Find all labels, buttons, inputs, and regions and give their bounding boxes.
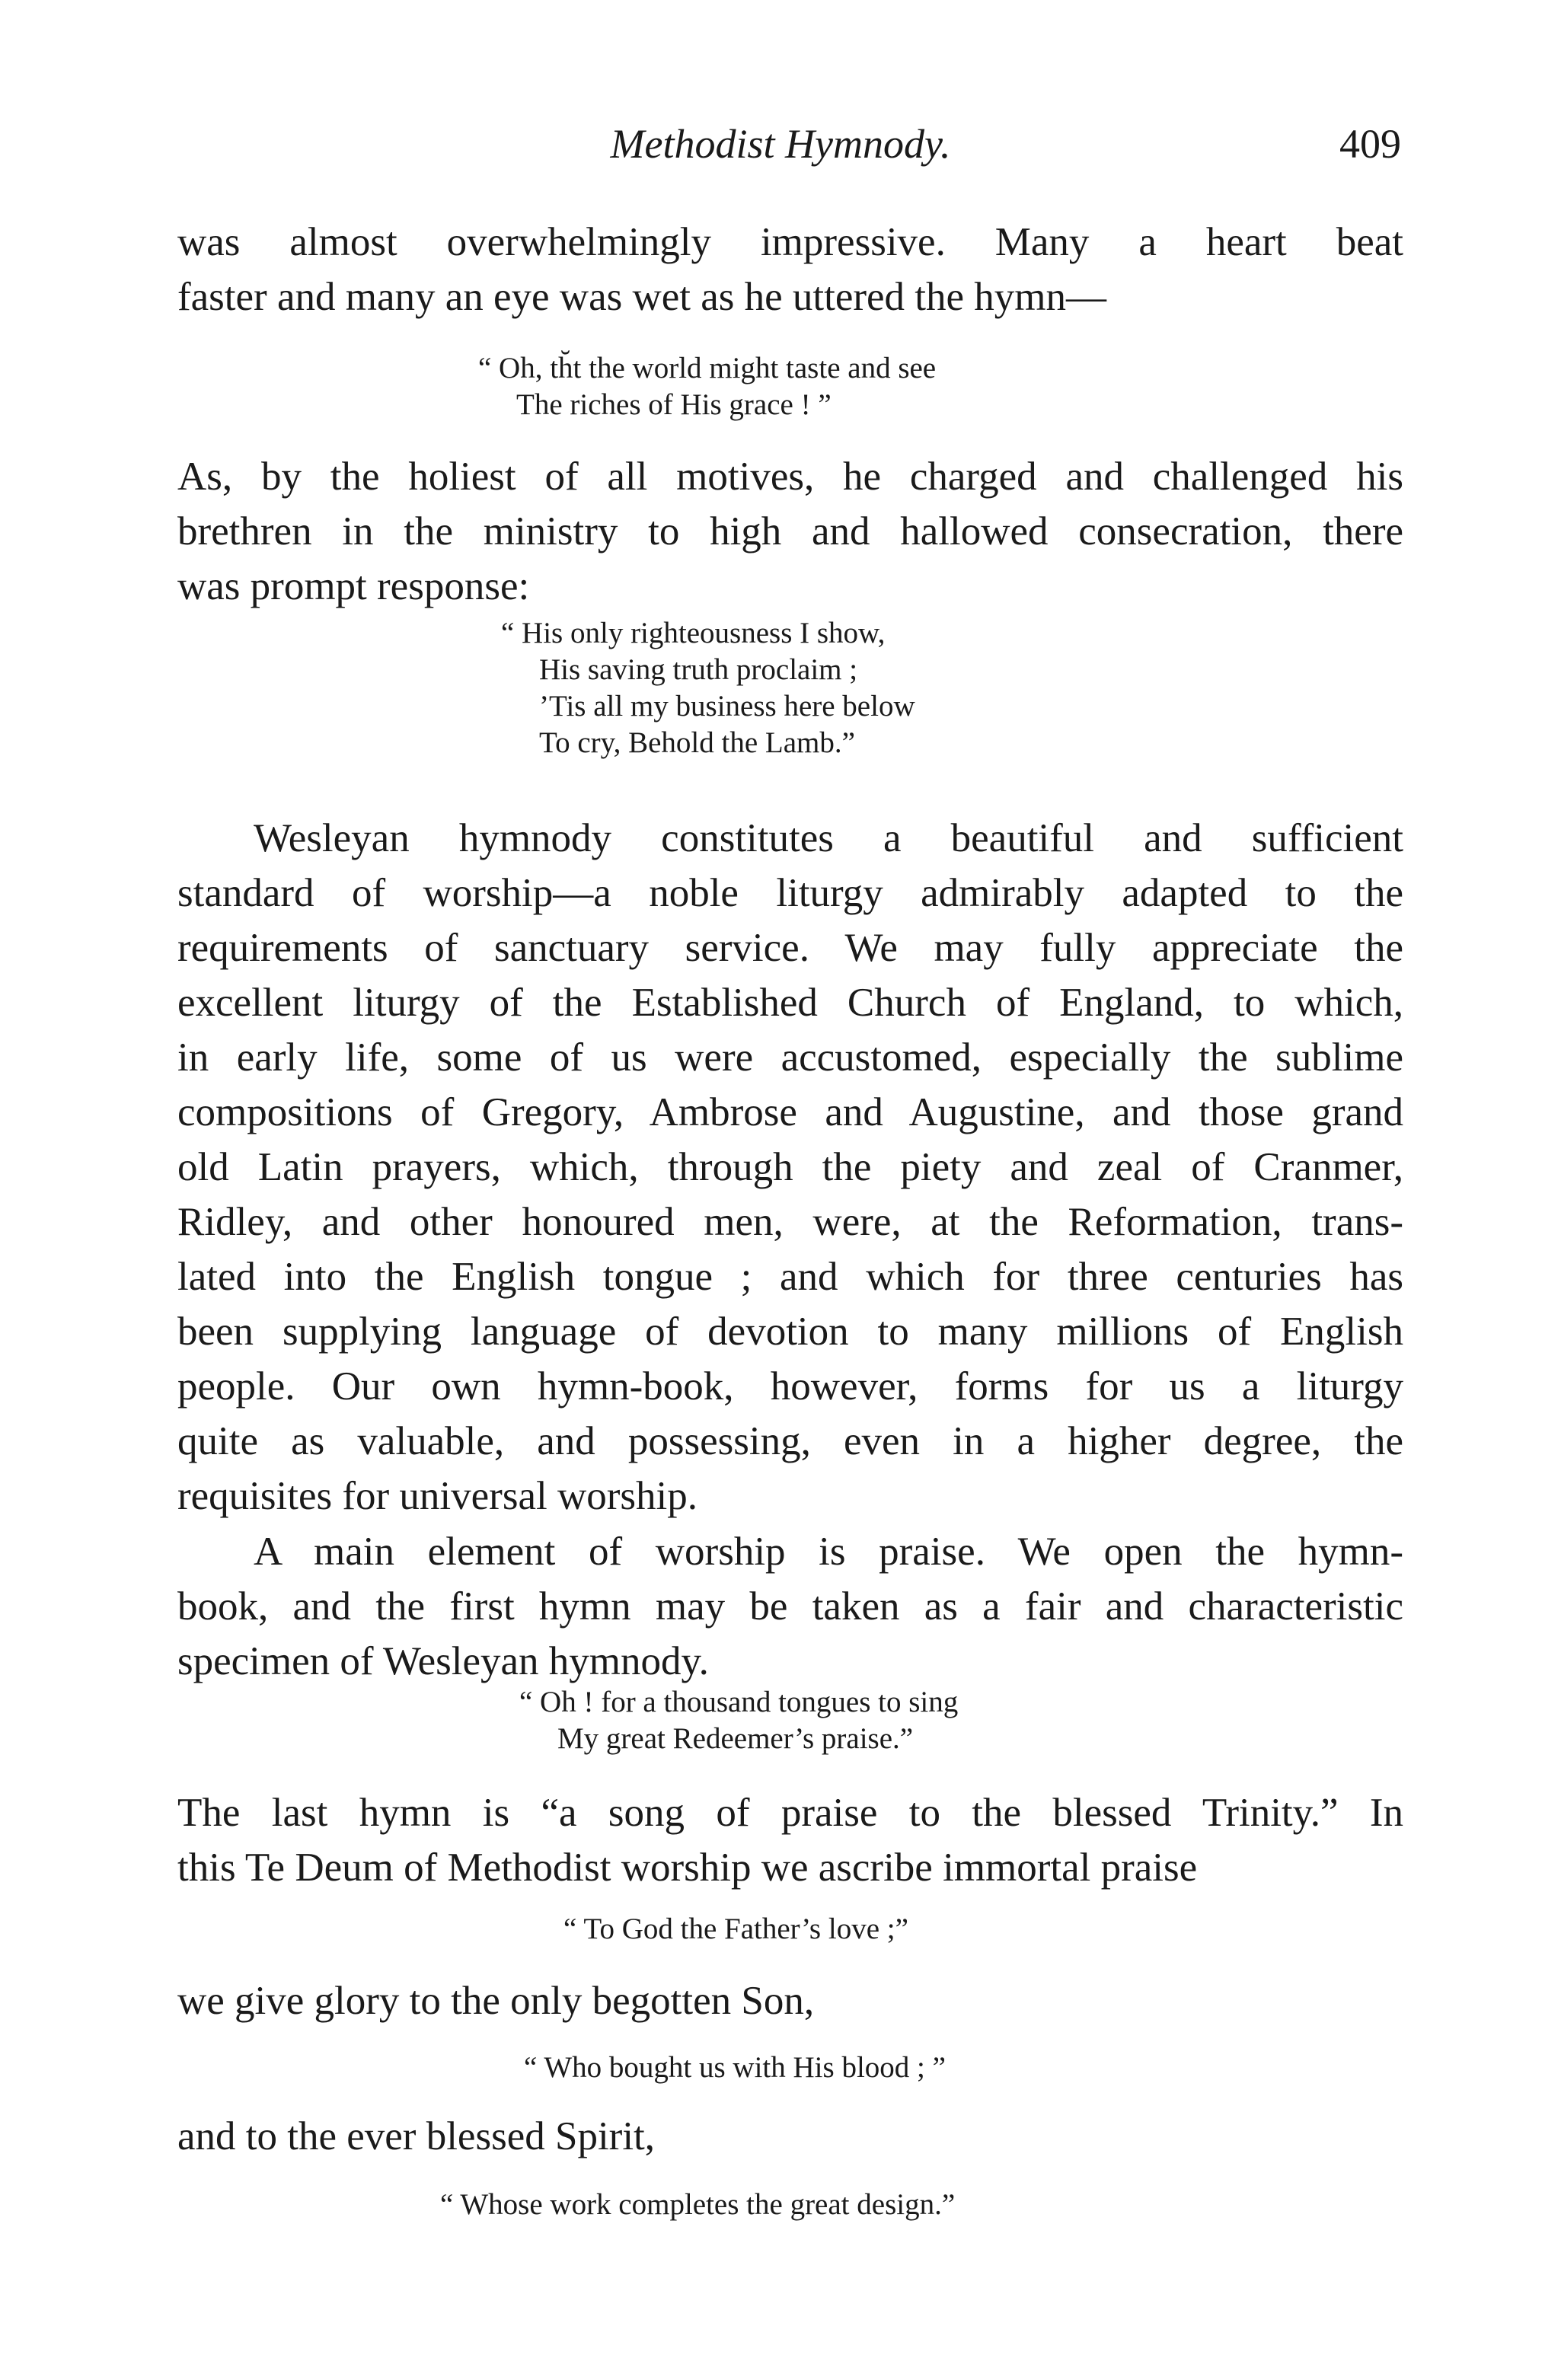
verse-quote-2 (501, 615, 915, 761)
text-line: excellent liturgy of the Established Church of England, to which, (177, 981, 1403, 1025)
text-line: The last hymn is “a song of praise to the blessed Trinity.” In (177, 1791, 1403, 1835)
text-line: we give glory to the only begotten Son, (177, 1979, 815, 2023)
text-line: was almost overwhelmingly impressive. Many a heart beat (177, 220, 1403, 264)
verse-quote-1 (478, 350, 936, 423)
paragraph-7 (177, 2109, 1403, 2164)
verse-line: ’Tis all my business here below (539, 690, 915, 723)
paragraph-4 (177, 1524, 1403, 1689)
verse-line: To cry, Behold the Lamb.” (539, 726, 855, 759)
text-line: As, by the holiest of all motives, he charged and challenged his (177, 455, 1403, 499)
page-number: 409 (1339, 121, 1401, 167)
text-line: this Te Deum of Methodist worship we ascribe immortal praise (177, 1846, 1198, 1890)
text-line: Wesleyan hymnody constitutes a beautiful and sufficient (254, 816, 1403, 860)
text-line: requisites for universal worship. (177, 1474, 698, 1518)
verse-line: “ Oh, th̆t the world might taste and see (478, 352, 937, 384)
text-line: book, and the first hymn may be taken as a fair and characteristic (177, 1584, 1403, 1629)
verse-quote-5 (524, 2050, 946, 2086)
text-line: was prompt response: (177, 564, 530, 608)
text-line: faster and many an eye was wet as he uttered the hymn— (177, 275, 1107, 319)
text-line: compositions of Gregory, Ambrose and Augustine, and those grand (177, 1090, 1403, 1134)
text-line: lated into the English tongue ; and which for three centuries has (177, 1255, 1403, 1299)
verse-quote-4 (563, 1911, 908, 1948)
verse-line: His saving truth proclaim ; (539, 653, 858, 686)
text-line: specimen of Wesleyan hymnody. (177, 1639, 709, 1683)
text-line: in early life, some of us were accustomed, especially the sublime (177, 1035, 1403, 1080)
paragraph-6 (177, 1973, 1403, 2028)
paragraph-5 (177, 1785, 1403, 1895)
text-line: people. Our own hymn-book, however, forms for us a liturgy (177, 1364, 1403, 1409)
verse-line: “ Whose work completes the great design.” (440, 2188, 956, 2221)
text-line: brethren in the ministry to high and hallowed consecration, there (177, 509, 1403, 554)
verse-line: “ To God the Father’s love ;” (563, 1913, 908, 1945)
verse-quote-6 (440, 2187, 955, 2223)
text-line: been supplying language of devotion to many millions of English (177, 1310, 1403, 1354)
text-line: old Latin prayers, which, through the piety and zeal of Cranmer, (177, 1145, 1403, 1189)
verse-line: “ His only righteousness I show, (501, 617, 886, 649)
verse-line: The riches of His grace ! ” (516, 388, 832, 421)
paragraph-1 (177, 215, 1403, 324)
paragraph-2 (177, 449, 1403, 614)
text-line: and to the ever blessed Spirit, (177, 2114, 656, 2158)
verse-line: “ Who bought us with His blood ; ” (524, 2051, 946, 2084)
text-line: quite as valuable, and possessing, even in a higher degree, the (177, 1419, 1403, 1463)
text-line: standard of worship—a noble liturgy admirably adapted to the (177, 871, 1403, 915)
verse-quote-3 (519, 1684, 958, 1757)
verse-line: “ Oh ! for a thousand tongues to sing (519, 1686, 959, 1718)
running-header-title: Methodist Hymnody. (610, 121, 951, 167)
text-line: A main element of worship is praise. We open the hymn- (254, 1530, 1403, 1574)
paragraph-3 (177, 811, 1403, 1523)
text-line: requirements of sanctuary service. We may fully appreciate the (177, 926, 1403, 970)
verse-line: My great Redeemer’s praise.” (557, 1722, 914, 1755)
text-line: Ridley, and other honoured men, were, at the Reformation, trans- (177, 1200, 1403, 1244)
